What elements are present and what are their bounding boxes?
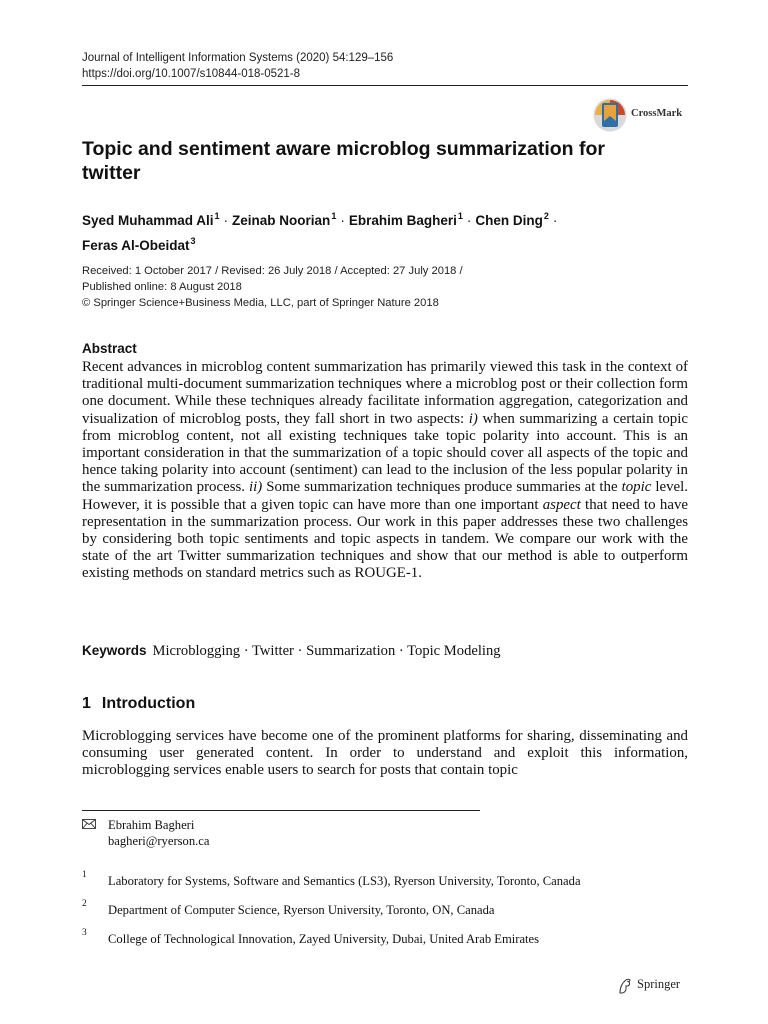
author-separator: · [466, 213, 472, 228]
received-dates: Received: 1 October 2017 / Revised: 26 July 2018 / Accepted: 27 July 2018 / [82, 265, 463, 277]
footnote-rule [82, 810, 480, 811]
doi-link[interactable]: https://doi.org/10.1007/s10844-018-0521-8 [82, 68, 301, 80]
author-separator: · [552, 213, 558, 228]
author-name[interactable]: Zeinab Noorian$^1$ [232, 211, 337, 228]
envelope-icon [82, 819, 96, 829]
corresponding-email[interactable]: bagheri@ryerson.ca [108, 834, 210, 848]
introduction-text: Microblogging services have become one of the prominent platforms for sharing, disseminating and consuming user generated content. In order to understand and exploit this information, microblogging services enable users to search for posts that contain topic [82, 728, 688, 779]
author-name[interactable]: Syed Muhammad Ali$^1$ [82, 211, 220, 228]
keywords [82, 643, 501, 660]
paper-title: Topic and sentiment aware microblog summarization for twitter [82, 138, 605, 184]
section-number: 1 [82, 695, 91, 712]
section-title: Introduction [101, 695, 196, 712]
copyright-line: © Springer Science+Business Media, LLC, part of Springer Nature 2018 [82, 297, 439, 309]
abstract-text: Recent advances in microblog content summarization has primarily viewed this task in the context of traditional multi-document summarization techniques where a microblog post or their collection form one document. While these techniques already facilitate information aggregation, categorization and visualization of microblog posts, they fall short in two aspects: i) when summarizing a certain topic from microblog content, not all existing techniques take topic polarity into account. This is an important consideration in that the summarization of a topic should cover all aspects of the topic and hence taking polarity into account (sentiment) can lead to the inclusion of the less popular polarity in the summarization process. ii) Some summarization techniques produce summaries at the topic level. However, it is possible that a given topic can have more than one important aspect that need to have representation in the summarization process. Our work in this paper addresses these two challenges by considering both topic sentiments and topic aspects in tandem. We compare our work with the state of the art Twitter summarization techniques and show that our method is able to outperform existing methods on standard metrics such as ROUGE-1. [82, 359, 689, 582]
keywords-list: Microblogging · Twitter · Summarization · Topic Modeling [152, 643, 501, 659]
crossmark-label: CrossMark [631, 108, 683, 119]
keywords-label: Keywords [82, 643, 147, 658]
author-separator: · [223, 213, 229, 228]
section-heading [82, 695, 195, 713]
author-name[interactable]: Ebrahim Bagheri$^1$ [348, 211, 463, 228]
publication-dates [82, 263, 463, 311]
journal-citation: Journal of Intelligent Information Systems (2020) 54:129–156 [82, 52, 394, 64]
crossmark-icon [592, 97, 628, 133]
affiliation-number: 2 [82, 899, 87, 909]
affiliation-number: 3 [82, 928, 87, 938]
author-name[interactable]: Chen Ding$^2$ [475, 211, 549, 228]
affiliation-text: Department of Computer Science, Ryerson University, Toronto, ON, Canada [108, 903, 495, 917]
published-date: Published online: 8 August 2018 [82, 281, 242, 293]
abstract-heading: Abstract [82, 341, 137, 356]
affiliation-number: 1 [82, 870, 87, 880]
corresponding-name: Ebrahim Bagheri [108, 818, 195, 832]
journal-header [82, 50, 393, 82]
author-name[interactable]: Feras Al-Obeidat$^3$ [82, 236, 196, 253]
author-list [82, 206, 682, 256]
publisher-logo [617, 976, 691, 996]
springer-horse-icon [617, 977, 633, 995]
author-separator: · [340, 213, 345, 228]
affiliation-text: Laboratory for Systems, Software and Semantics (LS3), Ryerson University, Toronto, Canada [108, 874, 581, 888]
affiliation-text: College of Technological Innovation, Zayed University, Dubai, United Arab Emirates [108, 932, 540, 946]
publisher-name: Springer [637, 977, 681, 991]
header-rule [82, 85, 688, 86]
